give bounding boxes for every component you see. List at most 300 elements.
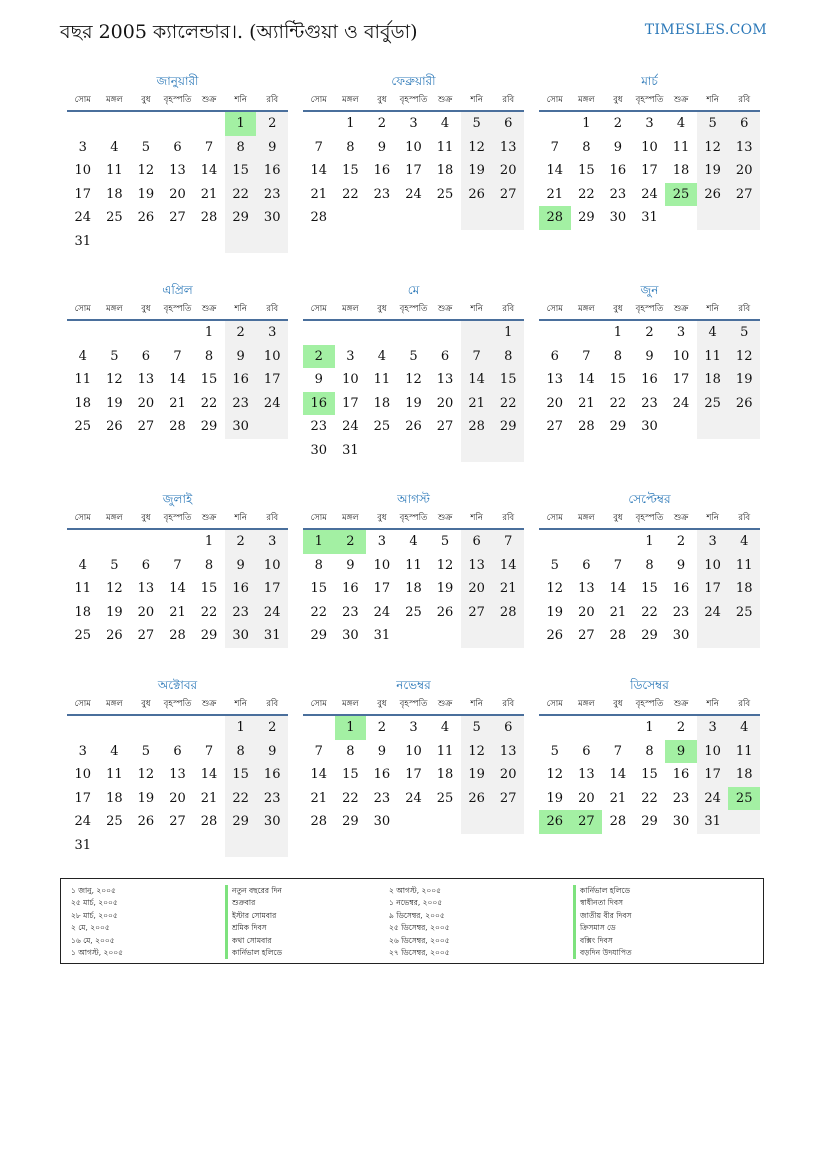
day-cell[interactable]: 21: [200, 790, 218, 806]
day-cell[interactable]: 13: [578, 581, 595, 596]
day-cell[interactable]: 22: [641, 790, 658, 806]
day-cell[interactable]: 29: [578, 210, 595, 225]
day-cell[interactable]: 12: [546, 581, 564, 596]
day-cell[interactable]: 20: [436, 395, 454, 411]
day-cell[interactable]: 27: [137, 628, 155, 643]
day-cell[interactable]: 7: [582, 348, 591, 364]
day-cell[interactable]: 1: [225, 716, 257, 740]
day-cell[interactable]: 15: [492, 368, 524, 392]
day-cell[interactable]: 11: [697, 345, 729, 369]
day-cell[interactable]: 11: [728, 554, 760, 578]
day-cell[interactable]: 1: [204, 325, 214, 340]
day-cell[interactable]: 25: [74, 628, 92, 643]
day-cell[interactable]: 15: [578, 163, 595, 178]
day-cell[interactable]: 19: [461, 159, 493, 183]
day-cell[interactable]: 5: [550, 743, 559, 759]
day-cell[interactable]: 12: [546, 767, 564, 782]
day-cell[interactable]: 24: [74, 814, 92, 829]
day-cell[interactable]: 21: [200, 186, 218, 202]
day-cell[interactable]: 19: [697, 159, 729, 183]
day-cell[interactable]: 13: [492, 740, 524, 764]
day-cell[interactable]: 19: [106, 395, 123, 411]
day-cell[interactable]: 27: [571, 810, 603, 834]
day-cell[interactable]: 30: [641, 419, 658, 434]
day-cell[interactable]: 24: [641, 186, 658, 202]
day-cell[interactable]: 3: [697, 530, 729, 554]
day-cell[interactable]: 5: [110, 348, 119, 364]
day-cell[interactable]: 15: [200, 581, 218, 596]
day-cell[interactable]: 1: [204, 534, 214, 549]
day-cell[interactable]: 29: [200, 419, 218, 434]
day-cell[interactable]: 19: [728, 368, 760, 392]
day-cell[interactable]: 17: [342, 395, 359, 411]
day-cell[interactable]: 16: [303, 392, 335, 416]
day-cell[interactable]: 28: [169, 419, 186, 434]
day-cell[interactable]: 1: [335, 716, 367, 740]
day-cell[interactable]: 23: [256, 183, 288, 207]
day-cell[interactable]: 3: [676, 325, 686, 340]
day-cell[interactable]: 20: [728, 159, 760, 183]
day-cell[interactable]: 30: [342, 628, 359, 643]
day-cell[interactable]: 13: [169, 767, 186, 782]
day-cell[interactable]: 22: [342, 186, 359, 202]
day-cell[interactable]: 29: [225, 810, 257, 834]
day-cell[interactable]: 18: [106, 186, 123, 202]
day-cell[interactable]: 10: [641, 139, 658, 155]
day-cell[interactable]: 17: [373, 581, 391, 596]
day-cell[interactable]: 17: [641, 163, 658, 178]
day-cell[interactable]: 1: [346, 116, 355, 131]
day-cell[interactable]: 8: [225, 136, 257, 160]
day-cell[interactable]: 25: [373, 419, 391, 434]
day-cell[interactable]: 8: [582, 139, 591, 155]
day-cell[interactable]: 29: [492, 415, 524, 439]
day-cell[interactable]: 31: [256, 624, 288, 648]
day-cell[interactable]: 20: [169, 790, 186, 806]
day-cell[interactable]: 12: [697, 136, 729, 160]
day-cell[interactable]: 28: [310, 210, 328, 225]
day-cell[interactable]: 8: [346, 743, 355, 759]
day-cell[interactable]: 2: [256, 112, 288, 136]
day-cell[interactable]: 30: [225, 415, 257, 439]
day-cell[interactable]: 11: [74, 372, 92, 387]
day-cell[interactable]: 15: [225, 159, 257, 183]
day-cell[interactable]: 22: [342, 790, 359, 806]
day-cell[interactable]: 14: [578, 372, 595, 387]
day-cell[interactable]: 3: [78, 139, 87, 155]
day-cell[interactable]: 28: [200, 210, 218, 225]
day-cell[interactable]: 10: [256, 554, 288, 578]
day-cell[interactable]: 31: [641, 210, 658, 225]
day-cell[interactable]: 26: [405, 419, 422, 434]
day-cell[interactable]: 10: [697, 740, 729, 764]
day-cell[interactable]: 6: [492, 112, 524, 136]
day-cell[interactable]: 8: [645, 557, 654, 573]
day-cell[interactable]: 29: [609, 419, 627, 434]
day-cell[interactable]: 18: [697, 368, 729, 392]
day-cell[interactable]: 27: [137, 419, 155, 434]
day-cell[interactable]: 14: [461, 368, 493, 392]
day-cell[interactable]: 17: [697, 763, 729, 787]
day-cell[interactable]: 22: [609, 395, 627, 411]
day-cell[interactable]: 23: [609, 186, 627, 202]
day-cell[interactable]: 26: [137, 210, 155, 225]
day-cell[interactable]: 13: [137, 372, 155, 387]
day-cell[interactable]: 25: [106, 210, 123, 225]
day-cell[interactable]: 5: [141, 743, 151, 759]
day-cell[interactable]: 19: [106, 604, 123, 620]
day-cell[interactable]: 1: [645, 720, 654, 735]
day-cell[interactable]: 25: [697, 392, 729, 416]
day-cell[interactable]: 19: [436, 581, 454, 596]
day-cell[interactable]: 21: [609, 604, 627, 620]
day-cell[interactable]: 8: [225, 740, 257, 764]
day-cell[interactable]: 25: [665, 183, 697, 207]
day-cell[interactable]: 13: [492, 136, 524, 160]
day-cell[interactable]: 10: [342, 372, 359, 387]
day-cell[interactable]: 4: [728, 530, 760, 554]
day-cell[interactable]: 30: [373, 814, 391, 829]
day-cell[interactable]: 2: [676, 720, 686, 735]
day-cell[interactable]: 10: [672, 348, 690, 364]
day-cell[interactable]: 17: [74, 186, 92, 202]
day-cell[interactable]: 29: [641, 628, 658, 643]
day-cell[interactable]: 17: [256, 368, 288, 392]
day-cell[interactable]: 28: [539, 206, 571, 230]
day-cell[interactable]: 30: [225, 624, 257, 648]
day-cell[interactable]: 13: [578, 767, 595, 782]
day-cell[interactable]: 15: [342, 163, 359, 178]
day-cell[interactable]: 6: [141, 557, 151, 573]
day-cell[interactable]: 1: [645, 534, 654, 549]
day-cell[interactable]: 20: [137, 604, 155, 620]
day-cell[interactable]: 7: [204, 139, 214, 155]
day-cell[interactable]: 14: [200, 767, 218, 782]
day-cell[interactable]: 21: [492, 577, 524, 601]
day-cell[interactable]: 10: [373, 557, 391, 573]
day-cell[interactable]: 21: [169, 604, 186, 620]
day-cell[interactable]: 22: [200, 604, 218, 620]
day-cell[interactable]: 15: [200, 372, 218, 387]
day-cell[interactable]: 8: [204, 348, 214, 364]
day-cell[interactable]: 3: [645, 116, 654, 131]
day-cell[interactable]: 5: [440, 534, 450, 549]
day-cell[interactable]: 30: [672, 814, 690, 829]
day-cell[interactable]: 14: [546, 163, 564, 178]
day-cell[interactable]: 11: [672, 139, 690, 155]
day-cell[interactable]: 26: [697, 183, 729, 207]
day-cell[interactable]: 16: [225, 368, 257, 392]
day-cell[interactable]: 1: [303, 530, 335, 554]
day-cell[interactable]: 19: [405, 395, 422, 411]
day-cell[interactable]: 26: [461, 183, 493, 207]
day-cell[interactable]: 6: [492, 716, 524, 740]
day-cell[interactable]: 10: [405, 139, 422, 155]
day-cell[interactable]: 16: [225, 577, 257, 601]
day-cell[interactable]: 12: [728, 345, 760, 369]
day-cell[interactable]: 28: [461, 415, 493, 439]
day-cell[interactable]: 12: [106, 581, 123, 596]
day-cell[interactable]: 10: [697, 554, 729, 578]
day-cell[interactable]: 25: [436, 790, 454, 806]
day-cell[interactable]: 27: [169, 210, 186, 225]
day-cell[interactable]: 21: [310, 186, 328, 202]
day-cell[interactable]: 30: [672, 628, 690, 643]
day-cell[interactable]: 1: [613, 325, 623, 340]
day-cell[interactable]: 11: [436, 743, 454, 759]
day-cell[interactable]: 11: [373, 372, 391, 387]
day-cell[interactable]: 16: [609, 163, 627, 178]
day-cell[interactable]: 3: [377, 534, 387, 549]
day-cell[interactable]: 13: [137, 581, 155, 596]
day-cell[interactable]: 22: [641, 604, 658, 620]
day-cell[interactable]: 21: [578, 395, 595, 411]
day-cell[interactable]: 5: [697, 112, 729, 136]
day-cell[interactable]: 10: [74, 767, 92, 782]
day-cell[interactable]: 7: [613, 557, 623, 573]
day-cell[interactable]: 23: [672, 604, 690, 620]
day-cell[interactable]: 20: [492, 159, 524, 183]
day-cell[interactable]: 17: [672, 372, 690, 387]
day-cell[interactable]: 12: [106, 372, 123, 387]
day-cell[interactable]: 24: [697, 601, 729, 625]
day-cell[interactable]: 14: [310, 767, 328, 782]
day-cell[interactable]: 21: [310, 790, 328, 806]
day-cell[interactable]: 5: [461, 716, 493, 740]
day-cell[interactable]: 24: [405, 186, 422, 202]
day-cell[interactable]: 6: [461, 530, 493, 554]
day-cell[interactable]: 7: [204, 743, 214, 759]
day-cell[interactable]: 15: [641, 581, 658, 596]
day-cell[interactable]: 12: [137, 163, 155, 178]
day-cell[interactable]: 14: [169, 581, 186, 596]
day-cell[interactable]: 28: [492, 601, 524, 625]
day-cell[interactable]: 16: [672, 767, 690, 782]
day-cell[interactable]: 28: [169, 628, 186, 643]
day-cell[interactable]: 2: [303, 345, 335, 369]
day-cell[interactable]: 26: [137, 814, 155, 829]
day-cell[interactable]: 27: [546, 419, 564, 434]
day-cell[interactable]: 1: [225, 112, 257, 136]
day-cell[interactable]: 20: [461, 577, 493, 601]
day-cell[interactable]: 25: [728, 787, 760, 811]
day-cell[interactable]: 8: [204, 557, 214, 573]
day-cell[interactable]: 7: [613, 743, 623, 759]
day-cell[interactable]: 6: [141, 348, 151, 364]
day-cell[interactable]: 16: [256, 763, 288, 787]
day-cell[interactable]: 7: [173, 348, 182, 364]
day-cell[interactable]: 6: [173, 743, 182, 759]
day-cell[interactable]: 24: [342, 419, 359, 434]
day-cell[interactable]: 25: [106, 814, 123, 829]
day-cell[interactable]: 10: [74, 163, 92, 178]
day-cell[interactable]: 9: [314, 372, 323, 387]
day-cell[interactable]: 10: [405, 743, 422, 759]
day-cell[interactable]: 22: [200, 395, 218, 411]
day-cell[interactable]: 14: [200, 163, 218, 178]
day-cell[interactable]: 11: [728, 740, 760, 764]
day-cell[interactable]: 29: [310, 628, 328, 643]
day-cell[interactable]: 27: [492, 787, 524, 811]
day-cell[interactable]: 30: [256, 810, 288, 834]
day-cell[interactable]: 26: [728, 392, 760, 416]
day-cell[interactable]: 17: [697, 577, 729, 601]
day-cell[interactable]: 29: [200, 628, 218, 643]
day-cell[interactable]: 24: [373, 604, 391, 620]
day-cell[interactable]: 4: [110, 743, 119, 759]
day-cell[interactable]: 13: [546, 372, 564, 387]
day-cell[interactable]: 31: [697, 810, 729, 834]
day-cell[interactable]: 9: [346, 557, 355, 573]
day-cell[interactable]: 17: [74, 790, 92, 806]
day-cell[interactable]: 17: [256, 577, 288, 601]
day-cell[interactable]: 12: [405, 372, 422, 387]
day-cell[interactable]: 18: [436, 767, 454, 782]
day-cell[interactable]: 9: [676, 557, 686, 573]
day-cell[interactable]: 31: [74, 233, 92, 249]
day-cell[interactable]: 18: [728, 577, 760, 601]
day-cell[interactable]: 22: [310, 604, 328, 620]
day-cell[interactable]: 13: [169, 163, 186, 178]
day-cell[interactable]: 2: [225, 321, 257, 345]
day-cell[interactable]: 15: [609, 372, 627, 387]
day-cell[interactable]: 5: [550, 557, 559, 573]
day-cell[interactable]: 18: [728, 763, 760, 787]
day-cell[interactable]: 28: [200, 814, 218, 829]
day-cell[interactable]: 17: [405, 767, 422, 782]
day-cell[interactable]: 19: [137, 790, 155, 806]
day-cell[interactable]: 28: [609, 628, 627, 643]
day-cell[interactable]: 4: [440, 116, 450, 131]
day-cell[interactable]: 9: [613, 139, 623, 155]
day-cell[interactable]: 8: [492, 345, 524, 369]
day-cell[interactable]: 2: [676, 534, 686, 549]
day-cell[interactable]: 6: [728, 112, 760, 136]
day-cell[interactable]: 4: [697, 321, 729, 345]
day-cell[interactable]: 9: [225, 345, 257, 369]
day-cell[interactable]: 23: [373, 790, 391, 806]
day-cell[interactable]: 5: [728, 321, 760, 345]
day-cell[interactable]: 29: [641, 814, 658, 829]
day-cell[interactable]: 11: [74, 581, 92, 596]
day-cell[interactable]: 7: [314, 743, 323, 759]
day-cell[interactable]: 28: [578, 419, 595, 434]
day-cell[interactable]: 27: [728, 183, 760, 207]
day-cell[interactable]: 19: [137, 186, 155, 202]
day-cell[interactable]: 8: [346, 139, 355, 155]
day-cell[interactable]: 2: [377, 116, 387, 131]
day-cell[interactable]: 23: [373, 186, 391, 202]
day-cell[interactable]: 2: [225, 530, 257, 554]
day-cell[interactable]: 7: [173, 557, 182, 573]
day-cell[interactable]: 27: [169, 814, 186, 829]
day-cell[interactable]: 23: [641, 395, 658, 411]
day-cell[interactable]: 4: [676, 116, 686, 131]
day-cell[interactable]: 24: [256, 392, 288, 416]
day-cell[interactable]: 26: [461, 787, 493, 811]
day-cell[interactable]: 1: [582, 116, 591, 131]
day-cell[interactable]: 3: [78, 743, 87, 759]
day-cell[interactable]: 4: [78, 348, 87, 364]
day-cell[interactable]: 20: [169, 186, 186, 202]
day-cell[interactable]: 23: [342, 604, 359, 620]
day-cell[interactable]: 22: [225, 787, 257, 811]
day-cell[interactable]: 29: [342, 814, 359, 829]
day-cell[interactable]: 15: [641, 767, 658, 782]
day-cell[interactable]: 12: [461, 740, 493, 764]
day-cell[interactable]: 30: [310, 442, 328, 458]
day-cell[interactable]: 24: [405, 790, 422, 806]
day-cell[interactable]: 3: [256, 530, 288, 554]
day-cell[interactable]: 13: [436, 372, 454, 387]
day-cell[interactable]: 6: [550, 348, 559, 364]
day-cell[interactable]: 25: [436, 186, 454, 202]
day-cell[interactable]: 11: [106, 163, 123, 178]
day-cell[interactable]: 14: [169, 372, 186, 387]
day-cell[interactable]: 31: [342, 442, 359, 458]
day-cell[interactable]: 4: [78, 557, 87, 573]
day-cell[interactable]: 16: [342, 581, 359, 596]
day-cell[interactable]: 30: [609, 210, 627, 225]
day-cell[interactable]: 19: [461, 763, 493, 787]
day-cell[interactable]: 5: [141, 139, 151, 155]
day-cell[interactable]: 9: [256, 740, 288, 764]
day-cell[interactable]: 25: [728, 601, 760, 625]
day-cell[interactable]: 26: [546, 628, 564, 643]
day-cell[interactable]: 22: [492, 392, 524, 416]
day-cell[interactable]: 7: [550, 139, 559, 155]
day-cell[interactable]: 28: [310, 814, 328, 829]
day-cell[interactable]: 7: [492, 530, 524, 554]
day-cell[interactable]: 8: [613, 348, 623, 364]
day-cell[interactable]: 16: [641, 372, 658, 387]
day-cell[interactable]: 4: [377, 348, 387, 364]
day-cell[interactable]: 8: [645, 743, 654, 759]
day-cell[interactable]: 31: [74, 837, 92, 853]
day-cell[interactable]: 2: [613, 116, 623, 131]
day-cell[interactable]: 20: [546, 395, 564, 411]
day-cell[interactable]: 6: [582, 743, 591, 759]
day-cell[interactable]: 25: [405, 604, 422, 620]
day-cell[interactable]: 18: [106, 790, 123, 806]
day-cell[interactable]: 27: [436, 419, 454, 434]
day-cell[interactable]: 3: [697, 716, 729, 740]
day-cell[interactable]: 3: [256, 321, 288, 345]
day-cell[interactable]: 21: [546, 186, 564, 202]
day-cell[interactable]: 22: [578, 186, 595, 202]
day-cell[interactable]: 5: [110, 557, 119, 573]
day-cell[interactable]: 9: [377, 743, 387, 759]
day-cell[interactable]: 23: [225, 601, 257, 625]
day-cell[interactable]: 11: [106, 767, 123, 782]
day-cell[interactable]: 13: [461, 554, 493, 578]
day-cell[interactable]: 21: [609, 790, 627, 806]
day-cell[interactable]: 4: [728, 716, 760, 740]
day-cell[interactable]: 18: [74, 395, 92, 411]
day-cell[interactable]: 18: [74, 604, 92, 620]
day-cell[interactable]: 9: [225, 554, 257, 578]
day-cell[interactable]: 16: [256, 159, 288, 183]
day-cell[interactable]: 29: [225, 206, 257, 230]
day-cell[interactable]: 24: [697, 787, 729, 811]
day-cell[interactable]: 19: [546, 790, 564, 806]
day-cell[interactable]: 24: [256, 601, 288, 625]
day-cell[interactable]: 9: [256, 136, 288, 160]
day-cell[interactable]: 1: [492, 321, 524, 345]
day-cell[interactable]: 5: [409, 348, 418, 364]
day-cell[interactable]: 9: [665, 740, 697, 764]
day-cell[interactable]: 26: [539, 810, 571, 834]
